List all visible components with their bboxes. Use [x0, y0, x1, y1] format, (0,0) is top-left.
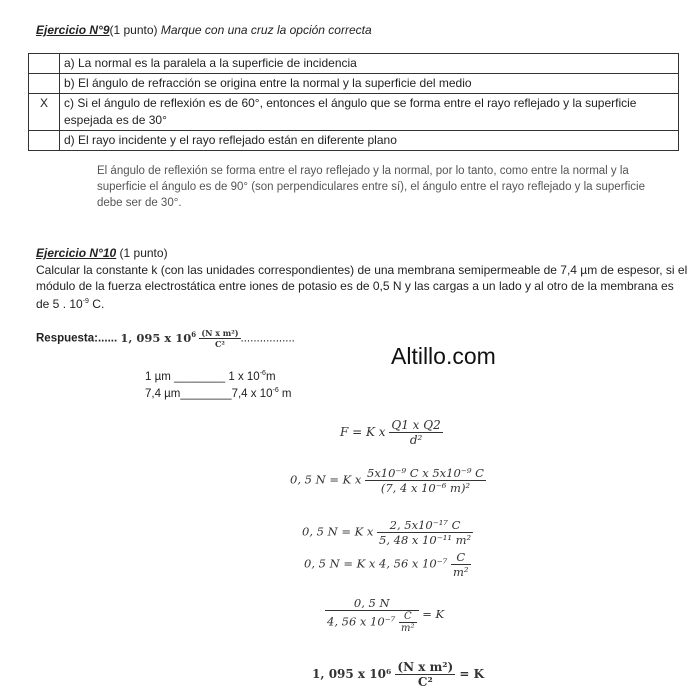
option-mark[interactable] — [29, 74, 60, 94]
option-mark[interactable] — [29, 131, 60, 151]
conversion-1 — [145, 370, 276, 383]
option-row[interactable] — [29, 131, 679, 151]
conv1-right: 1 x 10 — [228, 370, 260, 383]
ex10-statement — [36, 262, 688, 312]
conv2-right: 7,4 x 10 — [231, 387, 273, 400]
statement-text: Calcular la constante k (con las unidades correspondientes) de una membrana semipermeable de 7,4 µm de espesor, si el módulo de la fuerza electrostática entre iones de potasio es de 0,5 N y las cargas a un lado y al otro de la membrana es de 5 . 10 — [36, 263, 688, 311]
equation-2: 0, 5 N = K x $\frac{\text{5x10⁻⁹ C x 5x10⁻⁹ C}}{\text{(7, 4 x 10⁻⁶ m)²}}$ — [290, 466, 484, 495]
ex10-points: (1 punto) — [119, 246, 168, 260]
conv1-exp: -6 — [259, 370, 266, 377]
option-row[interactable] — [29, 54, 679, 74]
option-mark[interactable] — [29, 54, 60, 74]
equation-5: 0, 5 N 4, 56 x 10⁻⁷ $\frac{C}{\text{m²}}$ = K — [327, 596, 445, 634]
ex9-instruction: Marque con una cruz la opción correcta — [160, 23, 372, 37]
answer-unit: $\frac{\text{(N x m²)}}{\text{C²}}$ — [201, 328, 239, 349]
option-text: b) El ángulo de refracción se origina entre la normal y la superficie del medio — [60, 74, 679, 94]
option-text: a) La normal es la paralela a la superficie de incidencia — [60, 54, 679, 74]
answer-value: 1, 095 x $10^6$ — [120, 329, 197, 345]
conv1-unit: m — [265, 370, 276, 383]
statement-end: C. — [88, 297, 105, 311]
answer-dots: ................. — [240, 332, 295, 345]
conv1-left: 1 µm ________ — [145, 370, 226, 383]
conv2-exp: -6 — [272, 387, 279, 394]
option-text: c) Si el ángulo de reflexión es de 60°, entonces el ángulo que se forma entre el rayo reflejado y la superficie espejada es de 30° — [60, 94, 679, 131]
statement-exponent: -9 — [82, 298, 89, 305]
option-mark[interactable]: X — [29, 94, 60, 131]
ex10-header — [36, 246, 168, 260]
equation-3: 0, 5 N = K x $\frac{\text{2, 5x10⁻¹⁷ C}}{\text{5, 48 x 10⁻¹¹ m²}}$ — [302, 518, 472, 547]
options-table — [28, 53, 679, 151]
equation-1: F = K x $\frac{\text{Q1 x Q2}}{\text{d²}}$ — [340, 418, 441, 447]
ex9-points: (1 punto) — [109, 23, 158, 37]
conv2-left: 7,4 µm________ — [145, 387, 232, 400]
option-row[interactable] — [29, 74, 679, 94]
ex9-header — [36, 23, 372, 37]
option-row[interactable] — [29, 94, 679, 131]
answer-line — [36, 328, 295, 349]
equation-6: 1, 095 x 10⁶ $\frac{\text{(N x m²)}}{\text{C²}}$ = K — [312, 660, 485, 689]
option-text: d) El rayo incidente y el rayo reflejado están en diferente plano — [60, 131, 679, 151]
conversion-2 — [145, 387, 292, 400]
ex9-explanation: El ángulo de reflexión se forma entre el rayo reflejado y la normal, por lo tanto, como entre la normal y la superficie el ángulo es de 90° (son perpendiculares entre sí), el ángulo entre el rayo reflejado y la superficie debe ser de 30°. — [97, 165, 645, 209]
ex9-title: Ejercicio N°9 — [36, 23, 110, 37]
equation-4: 0, 5 N = K x 4, 56 x 10⁻⁷ $\frac{C}{\text{m²}}$ — [304, 550, 469, 579]
answer-label: Respuesta:...... — [36, 332, 118, 345]
ex10-title: Ejercicio N°10 — [36, 246, 117, 260]
conv2-unit: m — [278, 387, 292, 400]
watermark: Altillo.com — [391, 343, 496, 369]
